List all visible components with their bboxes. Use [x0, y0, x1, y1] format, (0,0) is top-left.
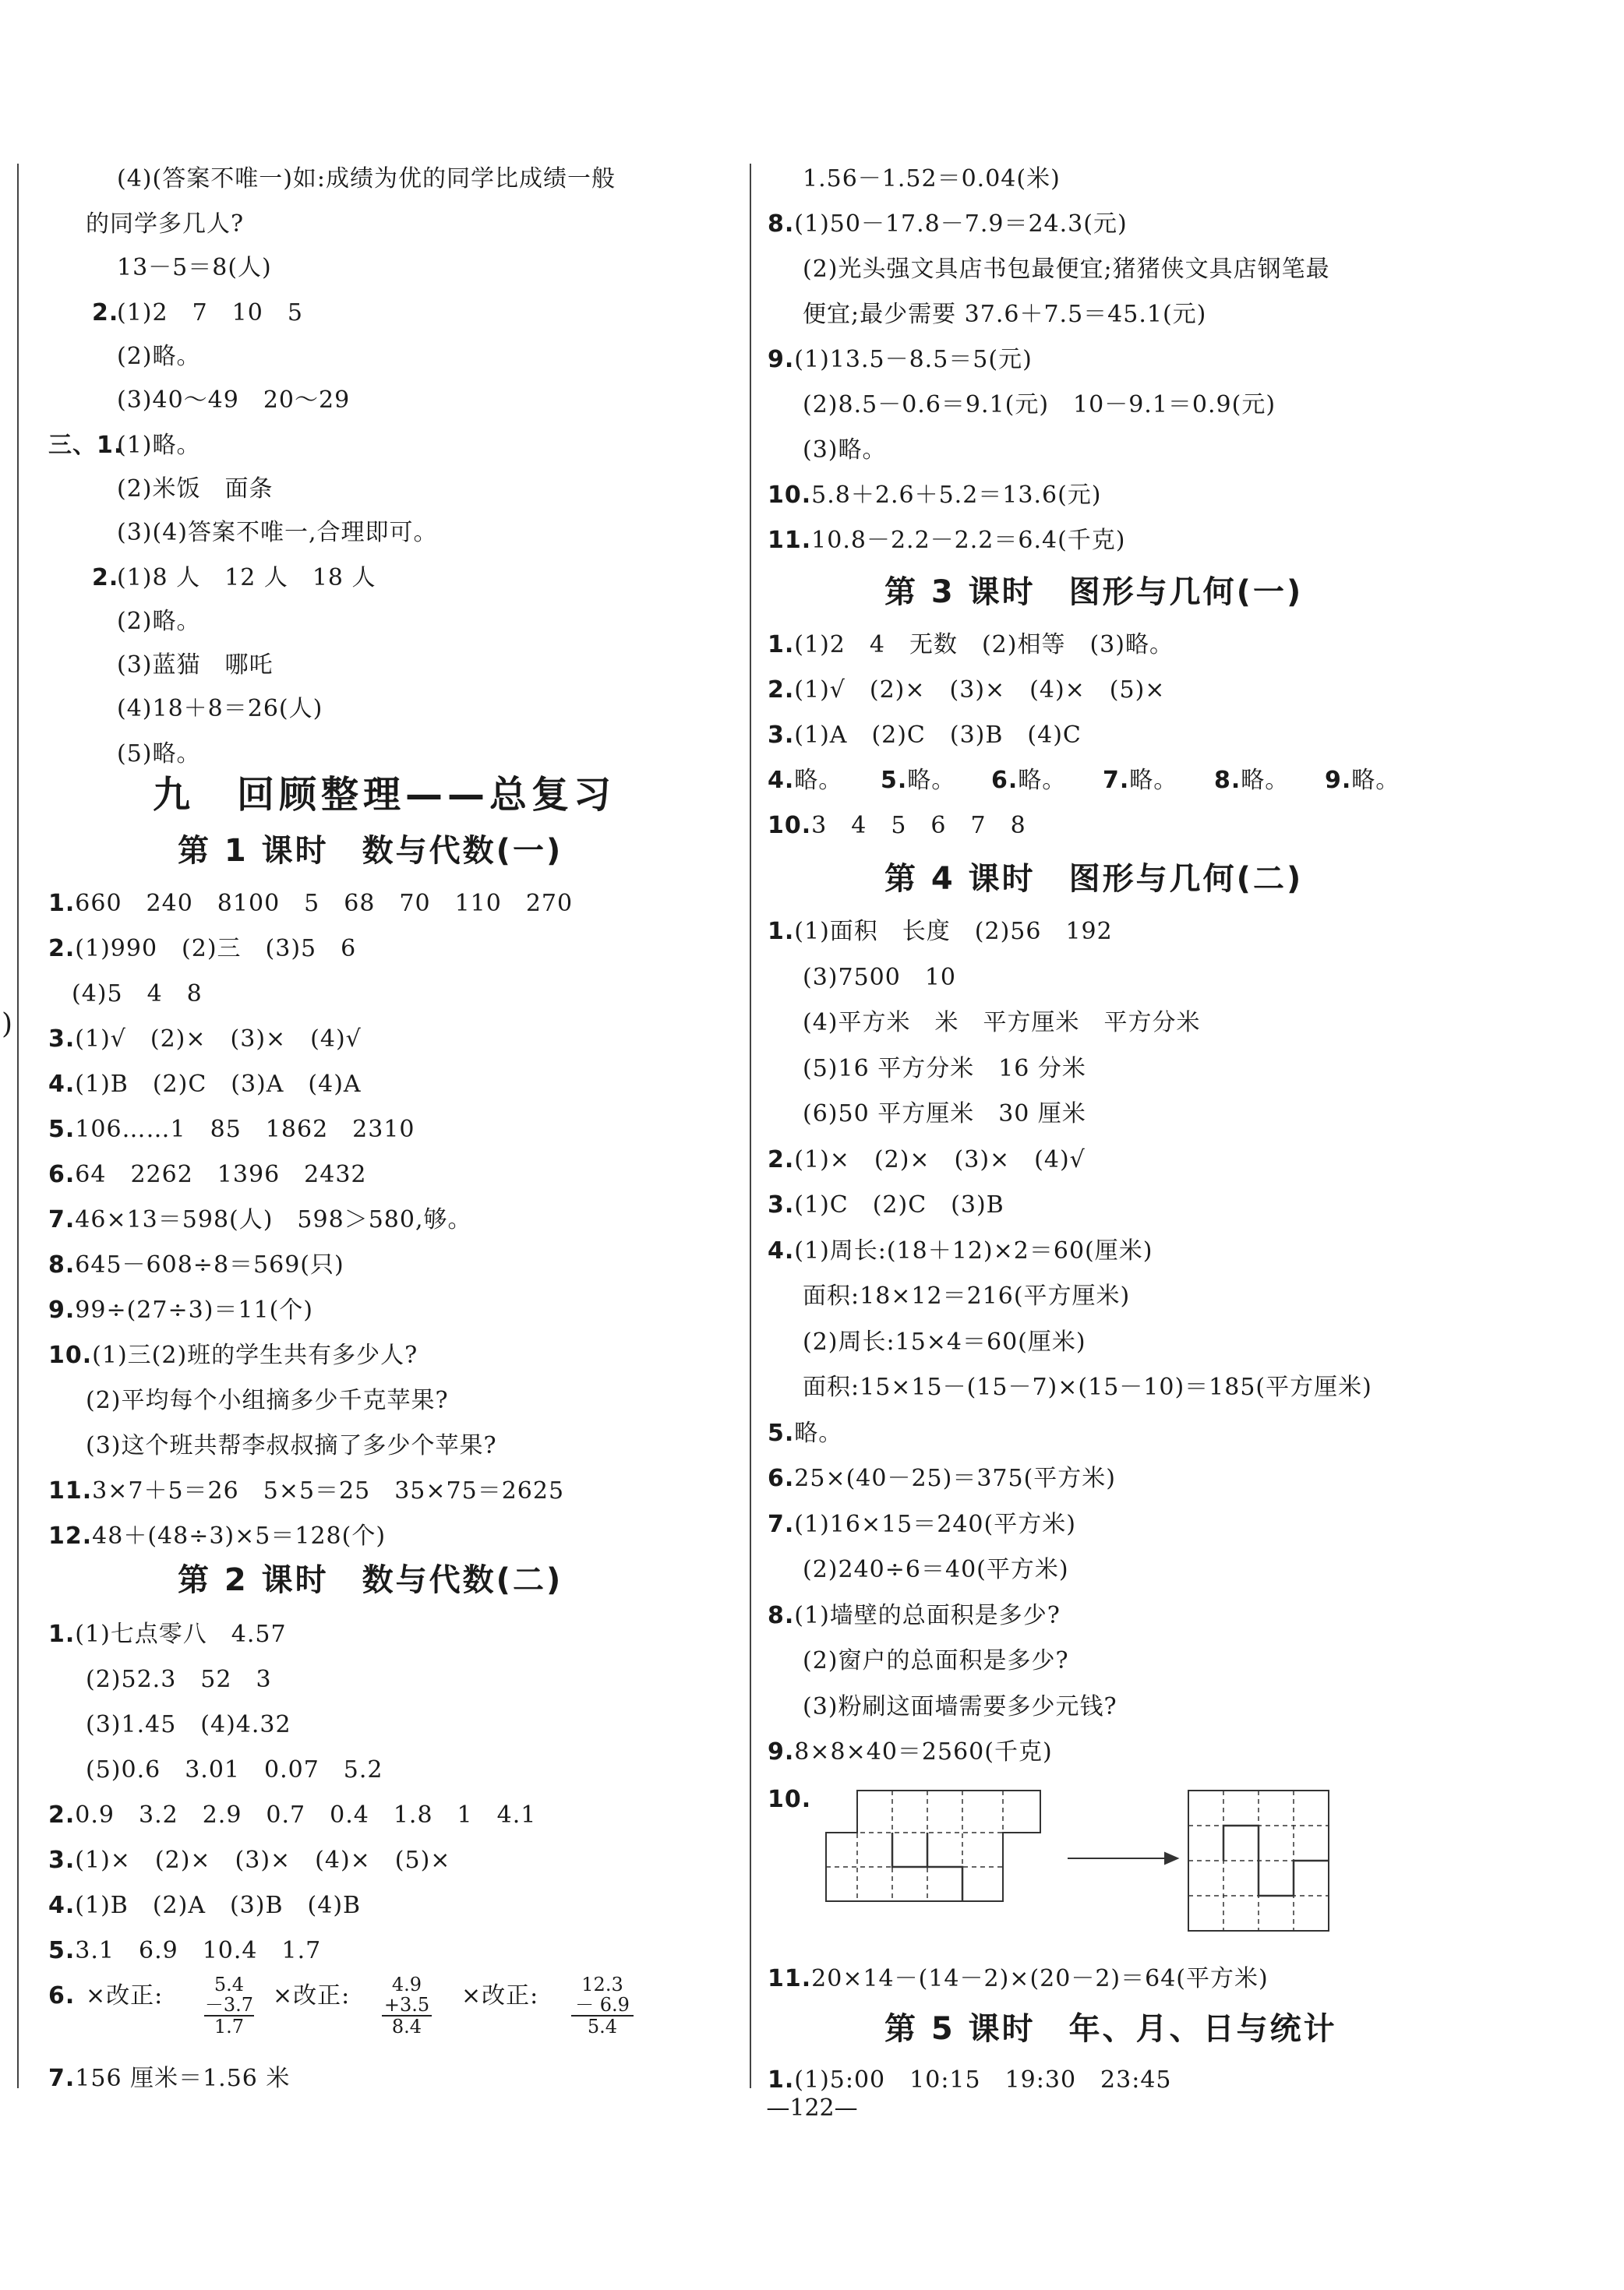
left-line-11 [117, 650, 274, 681]
right-top-item-8 [768, 525, 1126, 556]
right-top-item-0-text: 1.56－1.52＝0.04(米) [803, 165, 1061, 192]
left-num-2b-wrap [92, 563, 118, 594]
q6-c-mid: － 6.9 [571, 1995, 634, 2017]
q11-line-text: 20×14－(14－2)×(20－2)＝64(平方米) [811, 1965, 1269, 1992]
q10-right-figure [1188, 1791, 1329, 1931]
lesson4-item-6-number: 3. [768, 1191, 795, 1219]
right-top-item-6-text: (3)略。 [803, 436, 887, 464]
lesson4-item-8 [803, 1281, 1130, 1312]
lesson2-item-5-text: (1)× (2)× (3)× (4)× (5)× [75, 1847, 451, 1874]
lesson4-item-7-number: 4. [768, 1237, 795, 1265]
lesson1-item-8-number: 8. [48, 1251, 76, 1279]
right-top-item-7-number: 10. [768, 482, 812, 509]
left-line-8 [117, 517, 438, 549]
left-line-1 [86, 209, 244, 240]
lesson4-item-4-text: (6)50 平方厘米 30 厘米 [803, 1100, 1086, 1127]
lesson4-item-1 [803, 962, 956, 993]
lesson2-item-0 [48, 1619, 287, 1650]
lesson5-item-0-text: (1)5:00 10:15 19:30 23:45 [794, 2066, 1172, 2094]
right-top-item-1 [768, 209, 1128, 240]
right-top-item-2-text: (2)光头强文具店书包最便宜;猪猪侠文具店钢笔最 [803, 256, 1330, 283]
lesson3-item-10-number: 10. [768, 812, 812, 839]
right-top-item-3 [803, 299, 1206, 330]
lesson1-item-11 [86, 1385, 449, 1417]
lesson4-item-13 [768, 1509, 1076, 1540]
q10-number-text: 10. [768, 1786, 812, 1813]
lesson3-short-1-text: 略。 [907, 767, 956, 794]
lesson1-item-7-number: 7. [48, 1206, 76, 1233]
q10-left-figure [826, 1791, 1040, 1901]
lesson1-item-1-number: 2. [48, 935, 76, 962]
lesson1-item-12 [86, 1431, 497, 1462]
right-top-item-4 [768, 344, 1033, 376]
left-line-6 [117, 430, 201, 461]
lesson1-item-10-text: (1)三(2)班的学生共有多少人? [92, 1342, 418, 1369]
lesson4-item-16 [803, 1646, 1069, 1677]
q11-line-number: 11. [768, 1965, 812, 1992]
lesson2-item-4 [48, 1800, 536, 1831]
right-top-item-2 [803, 254, 1330, 285]
q7-line [48, 2063, 290, 2094]
lesson4-item-13-text: (1)16×15＝240(平方米) [794, 1510, 1076, 1538]
lesson1-item-12-text: (3)这个班共帮李叔叔摘了多少个苹果? [86, 1432, 497, 1459]
lesson3-short-4 [1214, 765, 1289, 796]
left-line-7 [117, 474, 274, 505]
lesson1-title: 第 1 课时 数与代数(一) [178, 833, 563, 869]
column-divider [750, 164, 751, 2088]
lesson1-item-9-number: 9. [48, 1297, 76, 1324]
lesson1-item-0-number: 1. [48, 890, 76, 917]
right-top-item-0 [803, 164, 1061, 195]
lesson2-item-4-text: 0.9 3.2 2.9 0.7 0.4 1.8 1 4.1 [75, 1801, 537, 1829]
lesson2-item-6-number: 4. [48, 1892, 76, 1919]
right-top-item-1-number: 8. [768, 210, 795, 238]
lesson3-short-3 [1103, 765, 1177, 796]
lesson4-item-6-text: (1)C (2)C (3)B [794, 1191, 1004, 1219]
lesson3-item-0-number: 1. [768, 631, 795, 658]
left-line-1-text: 的同学多几人? [86, 210, 245, 238]
lesson3-item-0-text: (1)2 4 无数 (2)相等 (3)略。 [794, 631, 1174, 658]
lesson1-item-13-number: 11. [48, 1477, 93, 1505]
lesson4-item-17 [803, 1692, 1117, 1723]
lesson5-title: 第 5 课时 年、月、日与统计 [884, 2011, 1337, 2047]
lesson2-item-1-text: (2)52.3 52 3 [86, 1666, 272, 1693]
q6-vertical-b [382, 1974, 432, 2037]
lesson2-item-5-number: 3. [48, 1847, 76, 1874]
left-line-6-text: (1)略。 [117, 432, 201, 459]
lesson4-item-9-text: (2)周长:15×4＝60(厘米) [803, 1328, 1086, 1356]
left-num-2b: 2. [92, 564, 119, 591]
lesson2-item-3 [86, 1755, 383, 1786]
lesson1-item-13-text: 3×7＋5＝26 5×5＝25 35×75＝2625 [92, 1477, 565, 1505]
q6-b-top: 4.9 [391, 1974, 422, 1995]
lesson1-item-9-text: 99÷(27÷3)＝11(个) [75, 1297, 313, 1324]
lesson3-item-2-text: (1)A (2)C (3)B (4)C [794, 722, 1082, 749]
q6-c-top: 12.3 [581, 1974, 623, 1995]
left-line-5 [117, 385, 350, 416]
lesson1-item-4-number: 4. [48, 1071, 76, 1098]
lesson3-short-5-text: 略。 [1351, 767, 1400, 794]
lesson3-title: 第 3 课时 图形与几何(一) [884, 574, 1304, 610]
lesson2-title: 第 2 课时 数与代数(二) [178, 1562, 563, 1598]
lesson4-item-18-text: 8×8×40＝2560(千克) [794, 1738, 1053, 1766]
lesson1-item-10 [48, 1340, 418, 1371]
left-num-2: 2. [92, 299, 119, 326]
lesson3-short-1-number: 5. [881, 767, 908, 794]
lesson2-item-3-text: (5)0.6 3.01 0.07 5.2 [86, 1756, 383, 1784]
left-line-12 [117, 693, 323, 725]
left-line-0-text: (4)(答案不唯一)如:成绩为优的同学比成绩一般 [117, 165, 616, 192]
lesson4-item-10-text: 面积:15×15－(15－7)×(15－10)＝185(平方厘米) [803, 1374, 1372, 1401]
lesson1-item-3-text: (1)√ (2)× (3)× (4)√ [75, 1025, 362, 1053]
lesson2-item-4-number: 2. [48, 1801, 76, 1829]
lesson3-short-5-number: 9. [1325, 767, 1352, 794]
lesson3-item-1 [768, 675, 1165, 706]
lesson4-item-14 [803, 1554, 1069, 1586]
chapter-title: 九 回顾整理——总复习 [153, 773, 616, 817]
lesson4-item-7 [768, 1236, 1153, 1267]
lesson4-item-15-text: (1)墙壁的总面积是多少? [794, 1601, 1061, 1629]
page-number: —122— [766, 2094, 858, 2122]
lesson4-item-12 [768, 1463, 1116, 1494]
lesson1-item-5 [48, 1114, 415, 1145]
right-top-item-4-number: 9. [768, 346, 795, 373]
left-line-2 [117, 252, 272, 284]
lesson3-item-0 [768, 630, 1174, 661]
left-num-san: 三、1. [48, 432, 124, 459]
q11-line [768, 1964, 1269, 1995]
right-top-item-8-text: 10.8－2.2－2.2＝6.4(千克) [811, 527, 1126, 554]
left-line-0 [117, 164, 616, 195]
q6-a-result: 1.7 [214, 2016, 245, 2038]
right-top-item-5 [803, 390, 1276, 421]
lesson1-item-1-text: (1)990 (2)三 (3)5 6 [75, 935, 357, 962]
lesson3-short-2 [991, 765, 1066, 796]
lesson1-item-5-number: 5. [48, 1116, 76, 1143]
lesson3-short-0-number: 4. [768, 767, 795, 794]
lesson1-item-4 [48, 1069, 362, 1100]
lesson4-item-11-number: 5. [768, 1419, 795, 1447]
lesson3-item-1-number: 2. [768, 676, 795, 704]
lesson4-item-4 [803, 1099, 1086, 1130]
lesson4-item-16-text: (2)窗户的总面积是多少? [803, 1647, 1069, 1674]
margin-glyph: ) [2, 1008, 14, 1040]
lesson4-item-12-number: 6. [768, 1465, 795, 1492]
lesson4-item-18 [768, 1737, 1053, 1768]
lesson4-item-2-text: (4)平方米 米 平方厘米 平方分米 [803, 1009, 1201, 1036]
lesson3-short-2-text: 略。 [1018, 767, 1067, 794]
q10-number [768, 1784, 811, 1815]
lesson3-item-1-text: (1)√ (2)× (3)× (4)× (5)× [794, 676, 1166, 704]
lesson4-item-9 [803, 1327, 1086, 1358]
q6-label-3: ×改正: [461, 1982, 539, 2009]
lesson3-item-2 [768, 720, 1082, 751]
lesson3-short-2-number: 6. [991, 767, 1019, 794]
lesson2-item-1 [86, 1664, 272, 1695]
lesson1-item-14-text: 48＋(48÷3)×5＝128(个) [92, 1523, 387, 1550]
lesson1-item-6 [48, 1159, 367, 1191]
q6-label-2: ×改正: [273, 1982, 351, 2009]
left-num-san-wrap [48, 430, 123, 461]
lesson4-item-0-number: 1. [768, 918, 795, 945]
left-line-4 [117, 341, 201, 372]
lesson3-short-3-text: 略。 [1129, 767, 1178, 794]
lesson1-item-1 [48, 933, 356, 965]
lesson5-item-0-number: 1. [768, 2066, 795, 2094]
lesson1-item-6-number: 6. [48, 1161, 76, 1188]
q6-b-result: 8.4 [391, 2016, 422, 2038]
q6-number: 6. [48, 1982, 76, 2009]
left-line-13-text: (5)略。 [117, 740, 201, 767]
lesson2-item-7 [48, 1935, 321, 1967]
lesson4-item-1-text: (3)7500 10 [803, 963, 957, 991]
left-line-13 [117, 739, 201, 770]
left-line-10 [117, 606, 201, 637]
lesson2-item-2-text: (3)1.45 (4)4.32 [86, 1711, 291, 1738]
right-top-item-3-text: 便宜;最少需要 37.6＋7.5＝45.1(元) [803, 301, 1207, 328]
lesson4-item-11 [768, 1418, 842, 1449]
lesson1-item-8 [48, 1250, 344, 1281]
lesson4-item-3-text: (5)16 平方分米 16 分米 [803, 1054, 1086, 1082]
lesson3-short-4-number: 8. [1214, 767, 1241, 794]
lesson4-item-5 [768, 1145, 1086, 1176]
lesson2-item-2 [86, 1710, 291, 1741]
left-line-5-text: (3)40～49 20～29 [117, 386, 351, 414]
q10-diagram [822, 1784, 1336, 1956]
lesson2-item-7-text: 3.1 6.9 10.4 1.7 [75, 1937, 322, 1964]
lesson1-item-5-text: 106……1 85 1862 2310 [75, 1116, 415, 1143]
lesson4-item-10 [803, 1372, 1372, 1403]
lesson4-item-2 [803, 1007, 1201, 1039]
q6-label-1: ×改正: [86, 1982, 164, 2009]
lesson1-item-9 [48, 1295, 313, 1326]
lesson1-item-7-text: 46×13＝598(人) 598＞580,够。 [75, 1206, 472, 1233]
lesson1-item-13 [48, 1476, 564, 1507]
lesson1-item-0 [48, 888, 573, 919]
lesson3-short-4-text: 略。 [1241, 767, 1290, 794]
left-num-2-wrap [92, 298, 118, 329]
lesson1-item-6-text: 64 2262 1396 2432 [75, 1161, 367, 1188]
right-top-item-7 [768, 480, 1102, 511]
q7-number: 7. [48, 2065, 76, 2092]
q7-text: 156 厘米＝1.56 米 [75, 2065, 291, 2092]
lesson2-item-0-text: (1)七点零八 4.57 [75, 1621, 287, 1648]
q6-a-top: 5.4 [214, 1974, 245, 1995]
lesson1-item-2-text: (4)5 4 8 [72, 980, 203, 1007]
lesson1-item-11-text: (2)平均每个小组摘多少千克苹果? [86, 1387, 449, 1414]
lesson3-short-0 [768, 765, 842, 796]
right-top-item-8-number: 11. [768, 527, 812, 554]
lesson2-item-0-number: 1. [48, 1621, 76, 1648]
lesson1-item-8-text: 645－608÷8＝569(只) [75, 1251, 344, 1279]
lesson5-item-0 [768, 2065, 1172, 2096]
lesson4-item-13-number: 7. [768, 1510, 795, 1538]
left-line-4-text: (2)略。 [117, 343, 201, 370]
lesson1-item-3-number: 3. [48, 1025, 76, 1053]
lesson4-item-15-number: 8. [768, 1601, 795, 1629]
lesson4-item-3 [803, 1053, 1086, 1085]
lesson3-short-3-number: 7. [1103, 767, 1130, 794]
q6-vertical-c [571, 1974, 634, 2037]
left-line-12-text: (4)18＋8＝26(人) [117, 695, 323, 722]
left-line-3-text: (1)2 7 10 5 [117, 299, 303, 326]
lesson3-item-10-text: 3 4 5 6 7 8 [811, 812, 1026, 839]
lesson3-item-2-number: 3. [768, 722, 795, 749]
lesson1-item-14 [48, 1521, 386, 1552]
lesson4-item-12-text: 25×(40－25)＝375(平方米) [794, 1465, 1117, 1492]
right-top-item-4-text: (1)13.5－8.5＝5(元) [794, 346, 1033, 373]
lesson3-short-0-text: 略。 [794, 767, 843, 794]
q10-arrow [1068, 1853, 1177, 1864]
lesson2-item-6 [48, 1890, 361, 1921]
lesson4-item-15 [768, 1600, 1061, 1632]
lesson2-item-6-text: (1)B (2)A (3)B (4)B [75, 1892, 362, 1919]
lesson4-item-6 [768, 1190, 1004, 1221]
lesson4-item-0-text: (1)面积 长度 (2)56 192 [794, 918, 1113, 945]
q6-a-mid: －3.7 [204, 1994, 254, 2016]
lesson1-item-2 [72, 979, 203, 1010]
lesson1-item-0-text: 660 240 8100 5 68 70 110 270 [75, 890, 574, 917]
lesson1-item-10-number: 10. [48, 1342, 93, 1369]
left-line-10-text: (2)略。 [117, 608, 201, 635]
right-top-item-7-text: 5.8＋2.6＋5.2＝13.6(元) [811, 482, 1102, 509]
lesson4-item-5-text: (1)× (2)× (3)× (4)√ [794, 1145, 1086, 1173]
q6-vertical-a [204, 1974, 254, 2037]
lesson4-item-17-text: (3)粉刷这面墙需要多少元钱? [803, 1692, 1117, 1720]
lesson2-item-7-number: 5. [48, 1937, 76, 1964]
lesson4-item-8-text: 面积:18×12＝216(平方厘米) [803, 1283, 1131, 1310]
left-line-3 [117, 298, 303, 329]
lesson3-item-10 [768, 810, 1026, 842]
left-line-7-text: (2)米饭 面条 [117, 475, 274, 503]
q6-b-mid: +3.5 [382, 1995, 432, 2017]
left-line-8-text: (3)(4)答案不唯一,合理即可。 [117, 519, 438, 546]
lesson4-item-7-text: (1)周长:(18＋12)×2＝60(厘米) [794, 1237, 1153, 1265]
lesson4-item-14-text: (2)240÷6＝40(平方米) [803, 1556, 1069, 1583]
right-top-item-6 [803, 435, 887, 466]
lesson4-item-11-text: 略。 [794, 1419, 843, 1447]
lesson1-item-7 [48, 1205, 472, 1236]
lesson4-item-0 [768, 916, 1113, 947]
right-top-item-5-text: (2)8.5－0.6＝9.1(元) 10－9.1＝0.9(元) [803, 391, 1276, 418]
right-top-item-1-text: (1)50－17.8－7.9＝24.3(元) [794, 210, 1128, 238]
lesson1-item-14-number: 12. [48, 1523, 93, 1550]
lesson1-item-3 [48, 1024, 362, 1055]
left-margin-rule [17, 164, 19, 2088]
lesson2-item-5 [48, 1845, 450, 1876]
lesson1-item-4-text: (1)B (2)C (3)A (4)A [75, 1071, 362, 1098]
left-line-11-text: (3)蓝猫 哪吒 [117, 651, 274, 679]
left-line-9-text: (1)8 人 12 人 18 人 [117, 564, 376, 591]
left-line-9 [117, 563, 376, 594]
left-line-2-text: 13－5＝8(人) [117, 254, 272, 281]
lesson4-title: 第 4 课时 图形与几何(二) [884, 861, 1304, 897]
lesson3-short-1 [881, 765, 955, 796]
lesson3-short-5 [1325, 765, 1400, 796]
lesson4-item-18-number: 9. [768, 1738, 795, 1766]
q6-c-result: 5.4 [587, 2016, 618, 2038]
lesson4-item-5-number: 2. [768, 1145, 795, 1173]
